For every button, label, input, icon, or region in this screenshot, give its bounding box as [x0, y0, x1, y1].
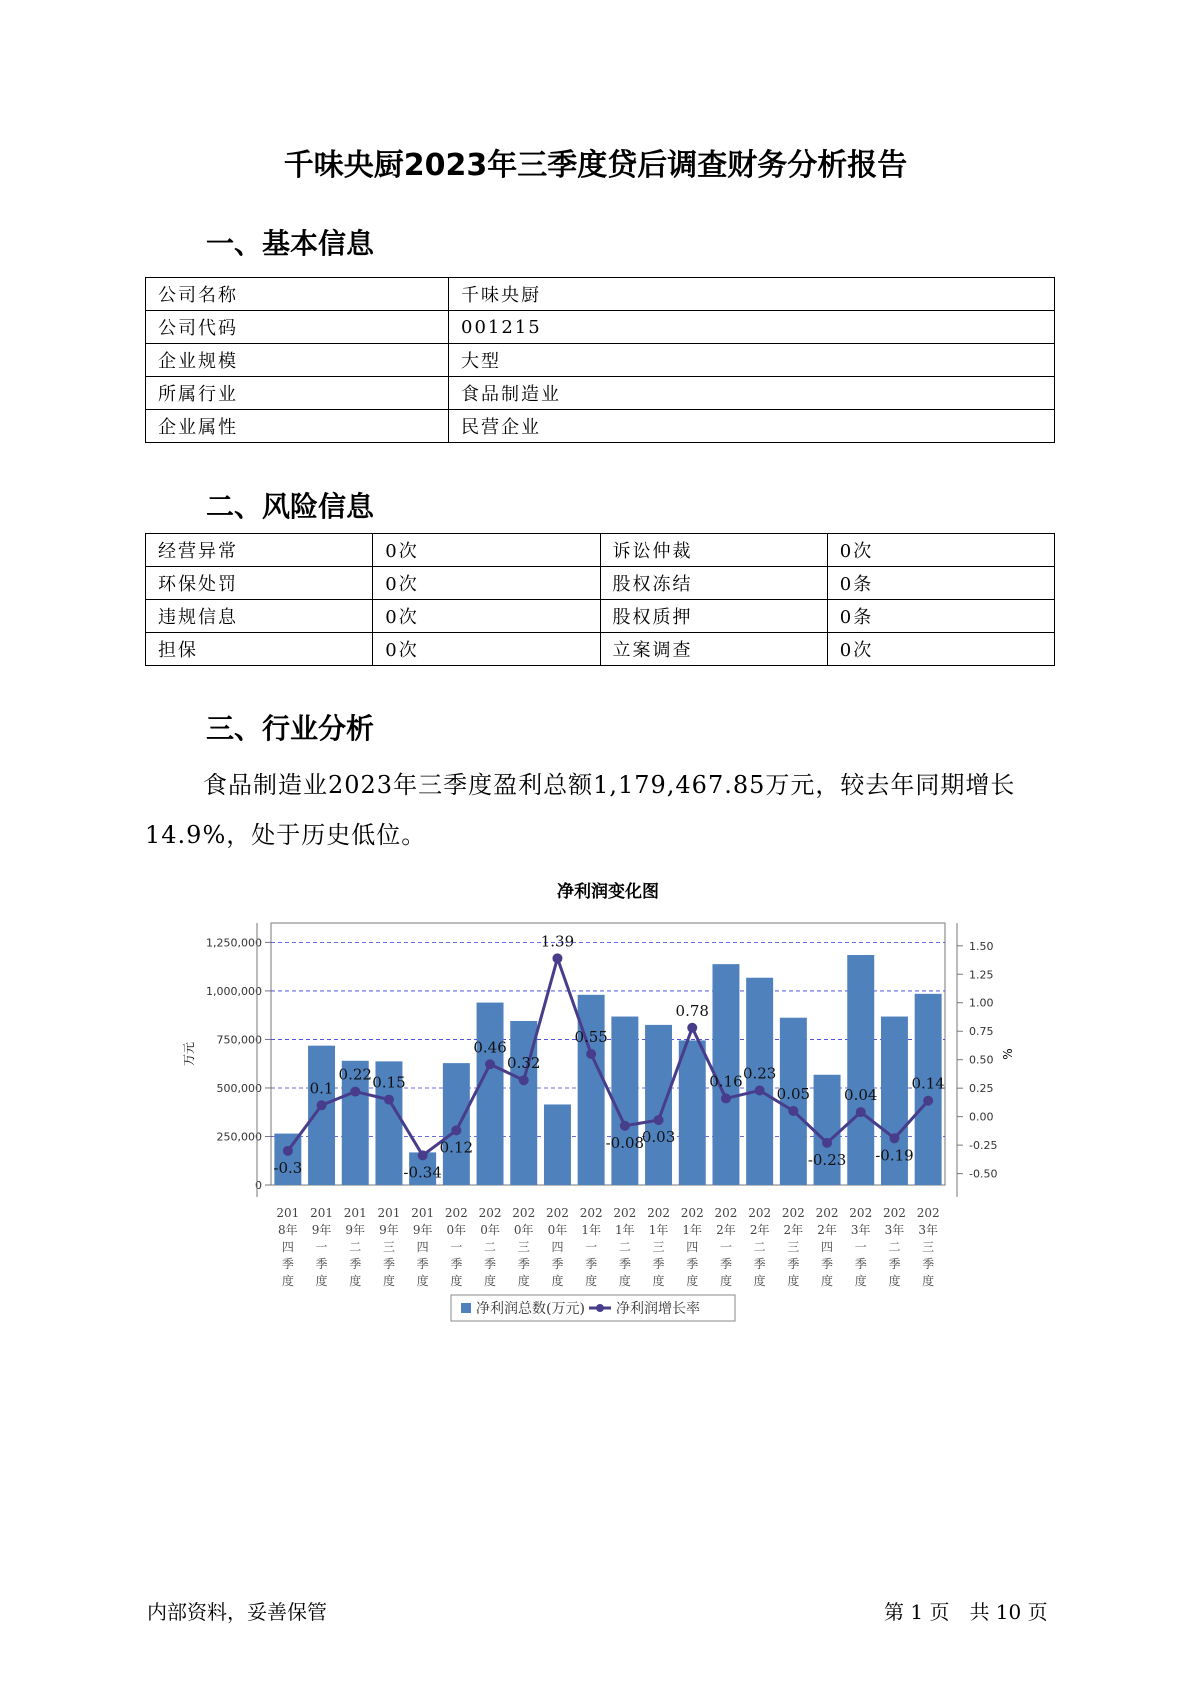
- x-tick-label: 2年: [749, 1223, 770, 1237]
- right-tick-label: 0.50: [969, 1053, 994, 1067]
- basic-info-value: 001215: [449, 311, 1055, 344]
- x-tick-label: 一: [450, 1240, 463, 1254]
- x-tick-label: 202: [579, 1206, 603, 1220]
- left-tick-label: 1,000,000: [206, 984, 262, 998]
- risk-label: 诉讼仲裁: [600, 534, 827, 567]
- x-tick-label: 一: [585, 1240, 598, 1254]
- x-tick-label: 度: [686, 1274, 699, 1288]
- x-tick-label: 201: [276, 1206, 300, 1220]
- risk-label: 违规信息: [146, 600, 373, 633]
- growth-rate-point: [721, 1093, 731, 1103]
- growth-rate-label: -0.3: [273, 1158, 303, 1177]
- section-heading-industry: 三、行业分析: [206, 712, 375, 745]
- growth-rate-point: [856, 1107, 866, 1117]
- right-axis-label: %: [1001, 1048, 1015, 1060]
- x-tick-label: 202: [714, 1206, 738, 1220]
- basic-info-row: [146, 410, 1055, 443]
- net-profit-bar: [443, 1063, 470, 1185]
- x-tick-label: 202: [545, 1206, 569, 1220]
- growth-rate-point: [620, 1121, 630, 1131]
- basic-info-label: 企业属性: [146, 410, 449, 443]
- basic-info-row: [146, 311, 1055, 344]
- x-tick-label: 度: [484, 1274, 497, 1288]
- risk-info-row: [146, 600, 1055, 633]
- growth-rate-label: 0.14: [911, 1074, 945, 1093]
- x-tick-label: 季: [652, 1257, 665, 1271]
- x-tick-label: 202: [647, 1206, 671, 1220]
- x-tick-label: 201: [310, 1206, 334, 1220]
- risk-value: 0次: [827, 534, 1054, 567]
- x-tick-label: 1年: [682, 1223, 703, 1237]
- x-tick-label: 201: [411, 1206, 435, 1220]
- x-tick-label: 二: [888, 1240, 901, 1254]
- x-tick-label: 2年: [817, 1223, 837, 1237]
- x-tick-label: 0年: [513, 1223, 534, 1237]
- growth-rate-point: [654, 1115, 664, 1125]
- right-tick-label: 1.00: [969, 996, 994, 1010]
- x-tick-label: 四: [686, 1240, 699, 1254]
- right-tick-label: 0.00: [969, 1110, 994, 1124]
- growth-rate-label: 0.32: [507, 1054, 541, 1073]
- growth-rate-point: [822, 1138, 832, 1148]
- x-tick-label: 9年: [379, 1223, 399, 1237]
- growth-rate-label: -0.08: [605, 1133, 645, 1152]
- risk-info-row: [146, 534, 1055, 567]
- risk-info-table: [145, 533, 1055, 666]
- x-tick-label: 9年: [311, 1223, 332, 1237]
- legend-line-marker: [596, 1304, 604, 1312]
- right-tick-label: 0.75: [969, 1025, 994, 1039]
- growth-rate-point: [687, 1023, 697, 1033]
- growth-rate-label: 0.03: [641, 1128, 676, 1147]
- x-tick-label: 四: [416, 1240, 429, 1254]
- x-tick-label: 3年: [918, 1223, 938, 1237]
- growth-rate-label: -0.23: [807, 1150, 847, 1169]
- x-tick-label: 度: [787, 1274, 800, 1288]
- x-tick-label: 季: [719, 1257, 732, 1271]
- risk-label: 环保处罚: [146, 567, 373, 600]
- x-tick-label: 季: [686, 1257, 699, 1271]
- x-tick-label: 度: [854, 1274, 867, 1288]
- x-tick-label: 201: [377, 1206, 401, 1220]
- x-tick-label: 9年: [412, 1223, 433, 1237]
- risk-value: 0次: [373, 600, 600, 633]
- risk-label: 经营异常: [146, 534, 373, 567]
- footer-confidential: 内部资料，妥善保管: [147, 1600, 327, 1624]
- x-tick-label: 一: [854, 1240, 867, 1254]
- x-tick-label: 季: [416, 1257, 429, 1271]
- growth-rate-point: [519, 1075, 529, 1085]
- growth-rate-label: 0.1: [309, 1079, 334, 1098]
- x-tick-label: 202: [781, 1206, 805, 1220]
- x-tick-label: 季: [382, 1257, 395, 1271]
- x-tick-label: 度: [821, 1274, 834, 1288]
- growth-rate-label: 0.15: [372, 1073, 406, 1092]
- growth-rate-label: 0.16: [709, 1072, 743, 1091]
- growth-rate-point: [350, 1087, 360, 1097]
- right-tick-label: 0.25: [969, 1082, 994, 1096]
- x-tick-label: 1年: [581, 1223, 601, 1237]
- x-tick-label: 201: [343, 1206, 367, 1220]
- chart-title: 净利润变化图: [557, 882, 659, 902]
- x-tick-label: 季: [281, 1257, 294, 1271]
- footer-page-number: 第 1 页 共 10 页: [884, 1600, 1048, 1624]
- net-profit-chart: [180, 875, 1020, 1335]
- growth-rate-point: [788, 1106, 798, 1116]
- section-heading-basic: 一、基本信息: [206, 227, 375, 260]
- x-tick-label: 季: [854, 1257, 867, 1271]
- x-tick-label: 202: [478, 1206, 502, 1220]
- growth-rate-label: 1.39: [540, 932, 575, 951]
- legend-bar-swatch: [461, 1303, 471, 1313]
- x-tick-label: 二: [618, 1240, 631, 1254]
- x-tick-label: 3年: [884, 1223, 905, 1237]
- net-profit-bar: [847, 955, 874, 1185]
- x-tick-label: 1年: [615, 1223, 635, 1237]
- growth-rate-label: 0.78: [675, 1001, 709, 1020]
- x-tick-label: 季: [517, 1257, 530, 1271]
- x-tick-label: 2年: [716, 1223, 736, 1237]
- growth-rate-label: 0.46: [473, 1038, 507, 1057]
- x-tick-label: 季: [551, 1257, 564, 1271]
- net-profit-bar: [308, 1046, 335, 1185]
- growth-rate-point: [552, 953, 562, 963]
- growth-rate-label: 0.55: [574, 1028, 608, 1046]
- industry-paragraph: [145, 760, 1057, 860]
- growth-rate-point: [889, 1133, 899, 1143]
- x-tick-label: 度: [281, 1274, 294, 1288]
- risk-info-row: [146, 567, 1055, 600]
- x-tick-label: 季: [787, 1257, 800, 1271]
- basic-info-value: 千味央厨: [449, 278, 1055, 311]
- x-tick-label: 度: [416, 1274, 429, 1288]
- x-tick-label: 度: [349, 1274, 362, 1288]
- net-profit-bar: [477, 1003, 504, 1185]
- x-tick-label: 一: [315, 1240, 328, 1254]
- x-tick-label: 季: [585, 1257, 598, 1271]
- x-tick-label: 度: [618, 1274, 631, 1288]
- x-tick-label: 度: [652, 1274, 665, 1288]
- x-tick-label: 202: [815, 1206, 839, 1220]
- net-profit-bar: [611, 1017, 638, 1185]
- x-tick-label: 202: [882, 1206, 906, 1220]
- left-tick-label: 500,000: [216, 1081, 262, 1095]
- x-tick-label: 四: [821, 1240, 834, 1254]
- x-tick-label: 0年: [446, 1223, 467, 1237]
- legend-line-label: 净利润增长率: [616, 1301, 700, 1317]
- x-tick-label: 202: [512, 1206, 536, 1220]
- left-tick-label: 0: [255, 1179, 262, 1192]
- x-tick-label: 四: [281, 1240, 294, 1254]
- x-tick-label: 度: [450, 1274, 463, 1288]
- x-tick-label: 8年: [278, 1223, 298, 1237]
- basic-info-value: 民营企业: [449, 410, 1055, 443]
- growth-rate-point: [418, 1150, 428, 1160]
- risk-value: 0次: [373, 567, 600, 600]
- basic-info-row: [146, 344, 1055, 377]
- growth-rate-label: 0.12: [439, 1138, 474, 1157]
- growth-rate-point: [451, 1125, 461, 1135]
- x-tick-label: 202: [849, 1206, 873, 1220]
- x-tick-label: 度: [551, 1274, 564, 1288]
- basic-info-label: 所属行业: [146, 377, 449, 410]
- basic-info-row: [146, 377, 1055, 410]
- right-tick-label: -0.50: [969, 1167, 998, 1181]
- left-axis-label: 万元: [182, 1041, 196, 1067]
- net-profit-bar: [544, 1104, 571, 1185]
- legend-bar-label: 净利润总数(万元): [476, 1301, 585, 1317]
- basic-info-label: 公司代码: [146, 311, 449, 344]
- x-tick-label: 季: [821, 1257, 834, 1271]
- risk-value: 0次: [827, 633, 1054, 666]
- x-tick-label: 2年: [783, 1223, 804, 1237]
- x-tick-label: 季: [618, 1257, 631, 1271]
- x-tick-label: 202: [680, 1206, 704, 1220]
- industry-paragraph-text: 食品制造业2023年三季度盈利总额1,179,467.85万元，较去年同期增长14.9%，处于历史低位。: [145, 771, 1016, 849]
- risk-value: 0条: [827, 600, 1054, 633]
- basic-info-label: 公司名称: [146, 278, 449, 311]
- left-tick-label: 250,000: [216, 1130, 262, 1144]
- x-tick-label: 三: [787, 1240, 800, 1254]
- basic-info-label: 企业规模: [146, 344, 449, 377]
- x-tick-label: 度: [719, 1274, 732, 1288]
- basic-info-table: [145, 277, 1055, 443]
- x-tick-label: 1年: [648, 1223, 669, 1237]
- basic-info-row: [146, 278, 1055, 311]
- risk-label: 股权质押: [600, 600, 827, 633]
- left-tick-label: 1,250,000: [206, 936, 262, 950]
- x-tick-label: 季: [922, 1257, 935, 1271]
- growth-rate-point: [384, 1095, 394, 1105]
- basic-info-value: 食品制造业: [449, 377, 1055, 410]
- risk-label: 股权冻结: [600, 567, 827, 600]
- x-tick-label: 三: [652, 1240, 665, 1254]
- risk-info-row: [146, 633, 1055, 666]
- growth-rate-label: 0.23: [742, 1064, 777, 1083]
- growth-rate-point: [317, 1100, 327, 1110]
- x-tick-label: 二: [349, 1240, 362, 1254]
- x-tick-label: 二: [484, 1240, 497, 1254]
- growth-rate-label: 0.04: [844, 1086, 878, 1105]
- growth-rate-point: [923, 1096, 933, 1106]
- x-tick-label: 度: [585, 1274, 598, 1288]
- x-tick-label: 0年: [547, 1223, 568, 1237]
- x-tick-label: 二: [753, 1240, 766, 1254]
- section-heading-risk: 二、风险信息: [206, 490, 375, 523]
- right-tick-label: 1.25: [969, 968, 994, 982]
- x-tick-label: 季: [315, 1257, 328, 1271]
- growth-rate-point: [283, 1146, 293, 1156]
- x-tick-label: 季: [888, 1257, 901, 1271]
- right-tick-label: 1.50: [969, 939, 994, 953]
- risk-value: 0条: [827, 567, 1054, 600]
- x-tick-label: 202: [916, 1206, 940, 1220]
- left-tick-label: 750,000: [216, 1033, 262, 1047]
- x-tick-label: 度: [517, 1274, 530, 1288]
- net-profit-bar: [645, 1025, 672, 1185]
- x-tick-label: 季: [753, 1257, 766, 1271]
- x-tick-label: 三: [922, 1240, 935, 1254]
- x-tick-label: 三: [517, 1240, 530, 1254]
- x-tick-label: 度: [382, 1274, 395, 1288]
- report-title: 千味央厨2023年三季度贷后调查财务分析报告: [283, 148, 908, 183]
- growth-rate-label: -0.34: [403, 1163, 442, 1182]
- net-profit-bar: [679, 1040, 706, 1185]
- growth-rate-point: [586, 1049, 596, 1059]
- growth-rate-point: [485, 1059, 495, 1069]
- x-tick-label: 度: [922, 1274, 935, 1288]
- x-tick-label: 度: [753, 1274, 766, 1288]
- x-tick-label: 季: [484, 1257, 497, 1271]
- right-tick-label: -0.25: [969, 1139, 998, 1153]
- x-tick-label: 一: [719, 1240, 732, 1254]
- x-tick-label: 四: [551, 1240, 564, 1254]
- x-tick-label: 202: [748, 1206, 772, 1220]
- risk-value: 0次: [373, 534, 600, 567]
- growth-rate-label: 0.05: [776, 1084, 811, 1103]
- x-tick-label: 0年: [480, 1223, 500, 1237]
- growth-rate-label: 0.22: [338, 1065, 372, 1084]
- x-tick-label: 三: [382, 1240, 395, 1254]
- risk-value: 0次: [373, 633, 600, 666]
- x-tick-label: 度: [315, 1274, 328, 1288]
- growth-rate-point: [755, 1085, 765, 1095]
- growth-rate-label: -0.19: [875, 1146, 914, 1165]
- x-tick-label: 202: [613, 1206, 637, 1220]
- risk-label: 立案调查: [600, 633, 827, 666]
- x-tick-label: 202: [444, 1206, 468, 1220]
- x-tick-label: 3年: [850, 1223, 871, 1237]
- risk-label: 担保: [146, 633, 373, 666]
- x-tick-label: 度: [888, 1274, 901, 1288]
- basic-info-value: 大型: [449, 344, 1055, 377]
- x-tick-label: 9年: [345, 1223, 366, 1237]
- x-tick-label: 季: [450, 1257, 463, 1271]
- x-tick-label: 季: [349, 1257, 362, 1271]
